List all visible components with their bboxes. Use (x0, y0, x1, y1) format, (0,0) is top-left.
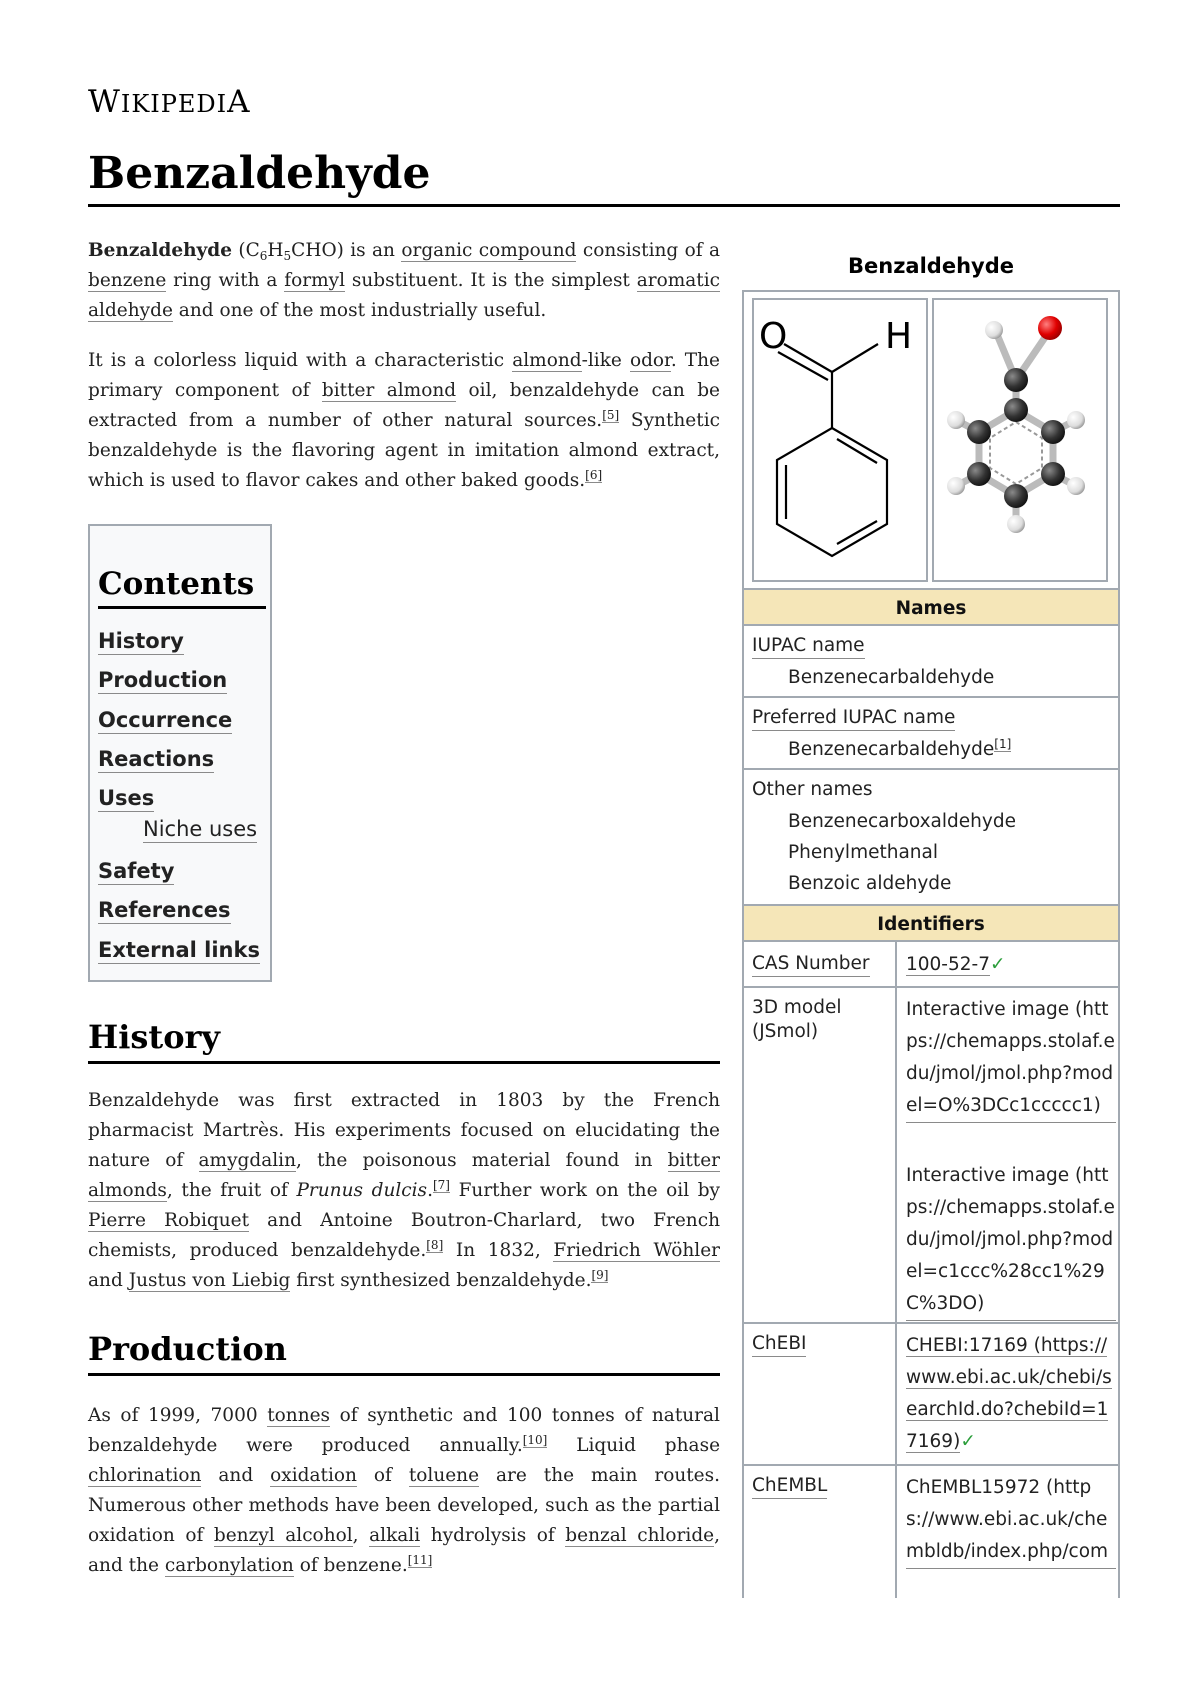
production-paragraph (88, 1401, 720, 1581)
cell-divider (895, 1466, 897, 1598)
verified-check-icon: ✓ (989, 954, 1006, 975)
link-friedrich-wohler[interactable]: Friedrich Wöhler (553, 1240, 720, 1261)
3d-model-label-text: 3D model (JSmol) (752, 997, 842, 1042)
text: It is a colorless liquid with a characteristic (88, 350, 505, 371)
table-of-contents (88, 524, 272, 982)
link-toluene[interactable]: toluene (408, 1465, 480, 1486)
text: Benzaldehyde was first extracted in 1803 by the French pharmacist Martrès. His experiments focused on elucidating the nature of (88, 1090, 720, 1171)
other-name: Benzoic aldehyde (788, 873, 952, 894)
skeletal-formula-drawing (754, 300, 926, 580)
infobox-preferred-row (744, 698, 1118, 770)
link-benzene[interactable]: benzene (88, 270, 167, 291)
toc-item-reactions[interactable]: Reactions (98, 747, 215, 771)
link-benzal-chloride[interactable]: benzal chloride (565, 1525, 715, 1546)
text: consisting of a (582, 240, 720, 261)
text: , (352, 1525, 359, 1546)
cell-divider (895, 988, 897, 1324)
iupac-name-label[interactable]: IUPAC name (752, 634, 865, 659)
infobox-chembl-row (744, 1466, 1118, 1598)
lead-paragraph-2 (88, 346, 720, 496)
cell-divider (895, 1324, 897, 1466)
verified-check-icon: ✓ (960, 1431, 976, 1452)
cas-number-link[interactable]: 100-52-7 (906, 954, 990, 975)
formula-text: CHO) (291, 240, 344, 261)
ball-and-stick-drawing (934, 300, 1106, 580)
link-carbonylation[interactable]: carbonylation (164, 1555, 294, 1576)
preferred-iupac-label[interactable]: Preferred IUPAC name (752, 706, 955, 731)
infobox-names-header: Names (744, 588, 1118, 626)
iupac-name-value: Benzenecarbaldehyde (788, 667, 995, 688)
hydrogen-label: H (885, 316, 913, 357)
history-paragraph (88, 1086, 720, 1296)
formula-text: H (267, 240, 284, 261)
infobox-other-names-row (744, 770, 1118, 906)
toc-title: Contents (98, 566, 266, 609)
wikipedia-logo[interactable]: WIKIPEDIA (88, 84, 251, 120)
cell-divider (895, 942, 897, 988)
toc-item-safety[interactable]: Safety (98, 859, 175, 883)
toc-item-uses[interactable]: Uses (98, 786, 155, 810)
text: is an (350, 240, 395, 261)
text: , the poisonous material found in (296, 1150, 653, 1171)
link-oxidation[interactable]: oxidation (270, 1465, 357, 1486)
link-justus-von-liebig[interactable]: Justus von Liebig (128, 1270, 291, 1291)
infobox-identifiers-header: Identifiers (744, 904, 1118, 942)
lead-paragraph-1 (88, 236, 720, 326)
link-bitter-almonds[interactable]: bitter almonds (88, 1150, 720, 1201)
cas-number-label[interactable]: CAS Number (752, 952, 870, 977)
text: , the fruit of (166, 1180, 288, 1201)
infobox-3d-model-row (744, 988, 1118, 1324)
other-names-label: Other names (752, 779, 873, 800)
text: , and the (88, 1525, 721, 1576)
chembox-infobox (742, 290, 1120, 1598)
link-chlorination[interactable]: chlorination (88, 1465, 202, 1486)
jsmol-link-2[interactable]: Interactive image (https://chemapps.stolaf.edu/jmol/jmol.php?model=c1ccc%28cc1%29C%3DO) (906, 1160, 1116, 1321)
chembl-link[interactable]: ChEMBL15972 (https://www.ebi.ac.uk/chembldb/index.php/com (906, 1472, 1116, 1569)
text: Synthetic benzaldehyde is the flavoring agent in imitation almond extract, which is used to flavor cakes and other baked goods. (88, 410, 720, 491)
link-alkali[interactable]: alkali (369, 1525, 421, 1546)
reference-link[interactable]: [10] (522, 1433, 548, 1447)
other-name: Phenylmethanal (788, 842, 938, 863)
link-formyl[interactable]: formyl (284, 270, 346, 291)
reference-link[interactable]: [11] (407, 1553, 433, 1567)
chebi-value (906, 1330, 1116, 1458)
text: hydrolysis of (430, 1525, 555, 1546)
page-title: Benzaldehyde (88, 146, 1120, 207)
reference-link[interactable]: [5] (602, 408, 620, 422)
reference-link[interactable]: [7] (432, 1178, 450, 1192)
text: and one of the most industrially useful. (178, 300, 547, 321)
toc-item-history[interactable]: History (98, 629, 184, 653)
infobox-caption: Benzaldehyde (848, 254, 1014, 278)
text: of benzene. (299, 1555, 408, 1576)
reference-link[interactable]: [1] (994, 737, 1012, 751)
text: Liquid phase (576, 1435, 721, 1456)
infobox-chebi-row (744, 1324, 1118, 1466)
formula-subscript: 6 (259, 249, 268, 263)
link-bitter-almond[interactable]: bitter almond (321, 380, 457, 401)
formula-text: (C (238, 240, 260, 261)
text: first synthesized benzaldehyde. (296, 1270, 592, 1291)
link-tonnes[interactable]: tonnes (267, 1405, 331, 1426)
text: -like (581, 350, 622, 371)
other-name: Benzenecarboxaldehyde (788, 811, 1016, 832)
lead-bold-term: Benzaldehyde (88, 240, 232, 261)
reference-link[interactable]: [8] (426, 1238, 444, 1252)
chembl-label[interactable]: ChEMBL (752, 1474, 827, 1499)
text: of (373, 1465, 392, 1486)
ball-and-stick-image[interactable] (932, 298, 1108, 582)
toc-item-niche-uses[interactable]: Niche uses (143, 817, 258, 841)
toc-item-external-links[interactable]: External links (98, 938, 260, 962)
text: and (218, 1465, 254, 1486)
text: In 1832, (455, 1240, 541, 1261)
link-aldehyde[interactable]: aldehyde (88, 300, 173, 321)
text: Further work on the oil by (458, 1180, 721, 1201)
chebi-link[interactable]: CHEBI:17169 (https://www.ebi.ac.uk/chebi/searchId.do?chebiId=17169) (906, 1335, 1112, 1452)
reference-link[interactable]: [9] (591, 1268, 609, 1282)
text: . (427, 1180, 433, 1201)
toc-item-production[interactable]: Production (98, 668, 228, 692)
text: and (88, 1270, 123, 1291)
formula-subscript: 5 (283, 249, 292, 263)
text: of synthetic and 100 tonnes of natural benzaldehyde were produced annually. (88, 1405, 720, 1456)
text: ring with a (173, 270, 278, 291)
preferred-iupac-text: Benzenecarbaldehyde (788, 739, 995, 760)
chebi-label[interactable]: ChEBI (752, 1332, 806, 1357)
infobox-cas-row (744, 942, 1118, 988)
toc-item-references[interactable]: References (98, 898, 231, 922)
link-almond[interactable]: almond (512, 350, 582, 371)
text: . The primary component of (88, 350, 721, 401)
text: substituent. It is the simplest (351, 270, 630, 291)
toc-item-occurrence[interactable]: Occurrence (98, 708, 233, 732)
reference-link[interactable]: [6] (585, 468, 603, 482)
cas-number-value (906, 949, 1116, 981)
3d-model-label (752, 996, 882, 1044)
text: oil, benzaldehyde can be extracted from a number of other natural sources. (88, 380, 721, 431)
section-heading-production: Production (88, 1328, 720, 1376)
infobox-iupac-row (744, 626, 1118, 698)
oxygen-label: O (759, 316, 788, 357)
link-organic-compound[interactable]: organic compound (401, 240, 577, 261)
text: are the main routes. Numerous other methods have been developed, such as the partial oxidation of (88, 1465, 720, 1546)
italic-text: Prunus dulcis (296, 1180, 428, 1201)
text: As of 1999, 7000 (88, 1405, 258, 1426)
text: and Antoine Boutron-Charlard, two French chemists, produced benzaldehyde. (88, 1210, 720, 1261)
link-amygdalin[interactable]: amygdalin (198, 1150, 296, 1171)
jsmol-link-1[interactable]: Interactive image (https://chemapps.stolaf.edu/jmol/jmol.php?model=O%3DCc1ccccc1) (906, 994, 1116, 1123)
skeletal-formula-image[interactable] (752, 298, 928, 582)
section-heading-history: History (88, 1016, 720, 1064)
lead-section (88, 236, 720, 516)
preferred-iupac-value (788, 738, 1011, 762)
link-benzyl-alcohol[interactable]: benzyl alcohol (213, 1525, 353, 1546)
link-odor[interactable]: odor (629, 350, 671, 371)
link-pierre-robiquet[interactable]: Pierre Robiquet (88, 1210, 250, 1231)
link-aromatic[interactable]: aromatic (636, 270, 721, 291)
